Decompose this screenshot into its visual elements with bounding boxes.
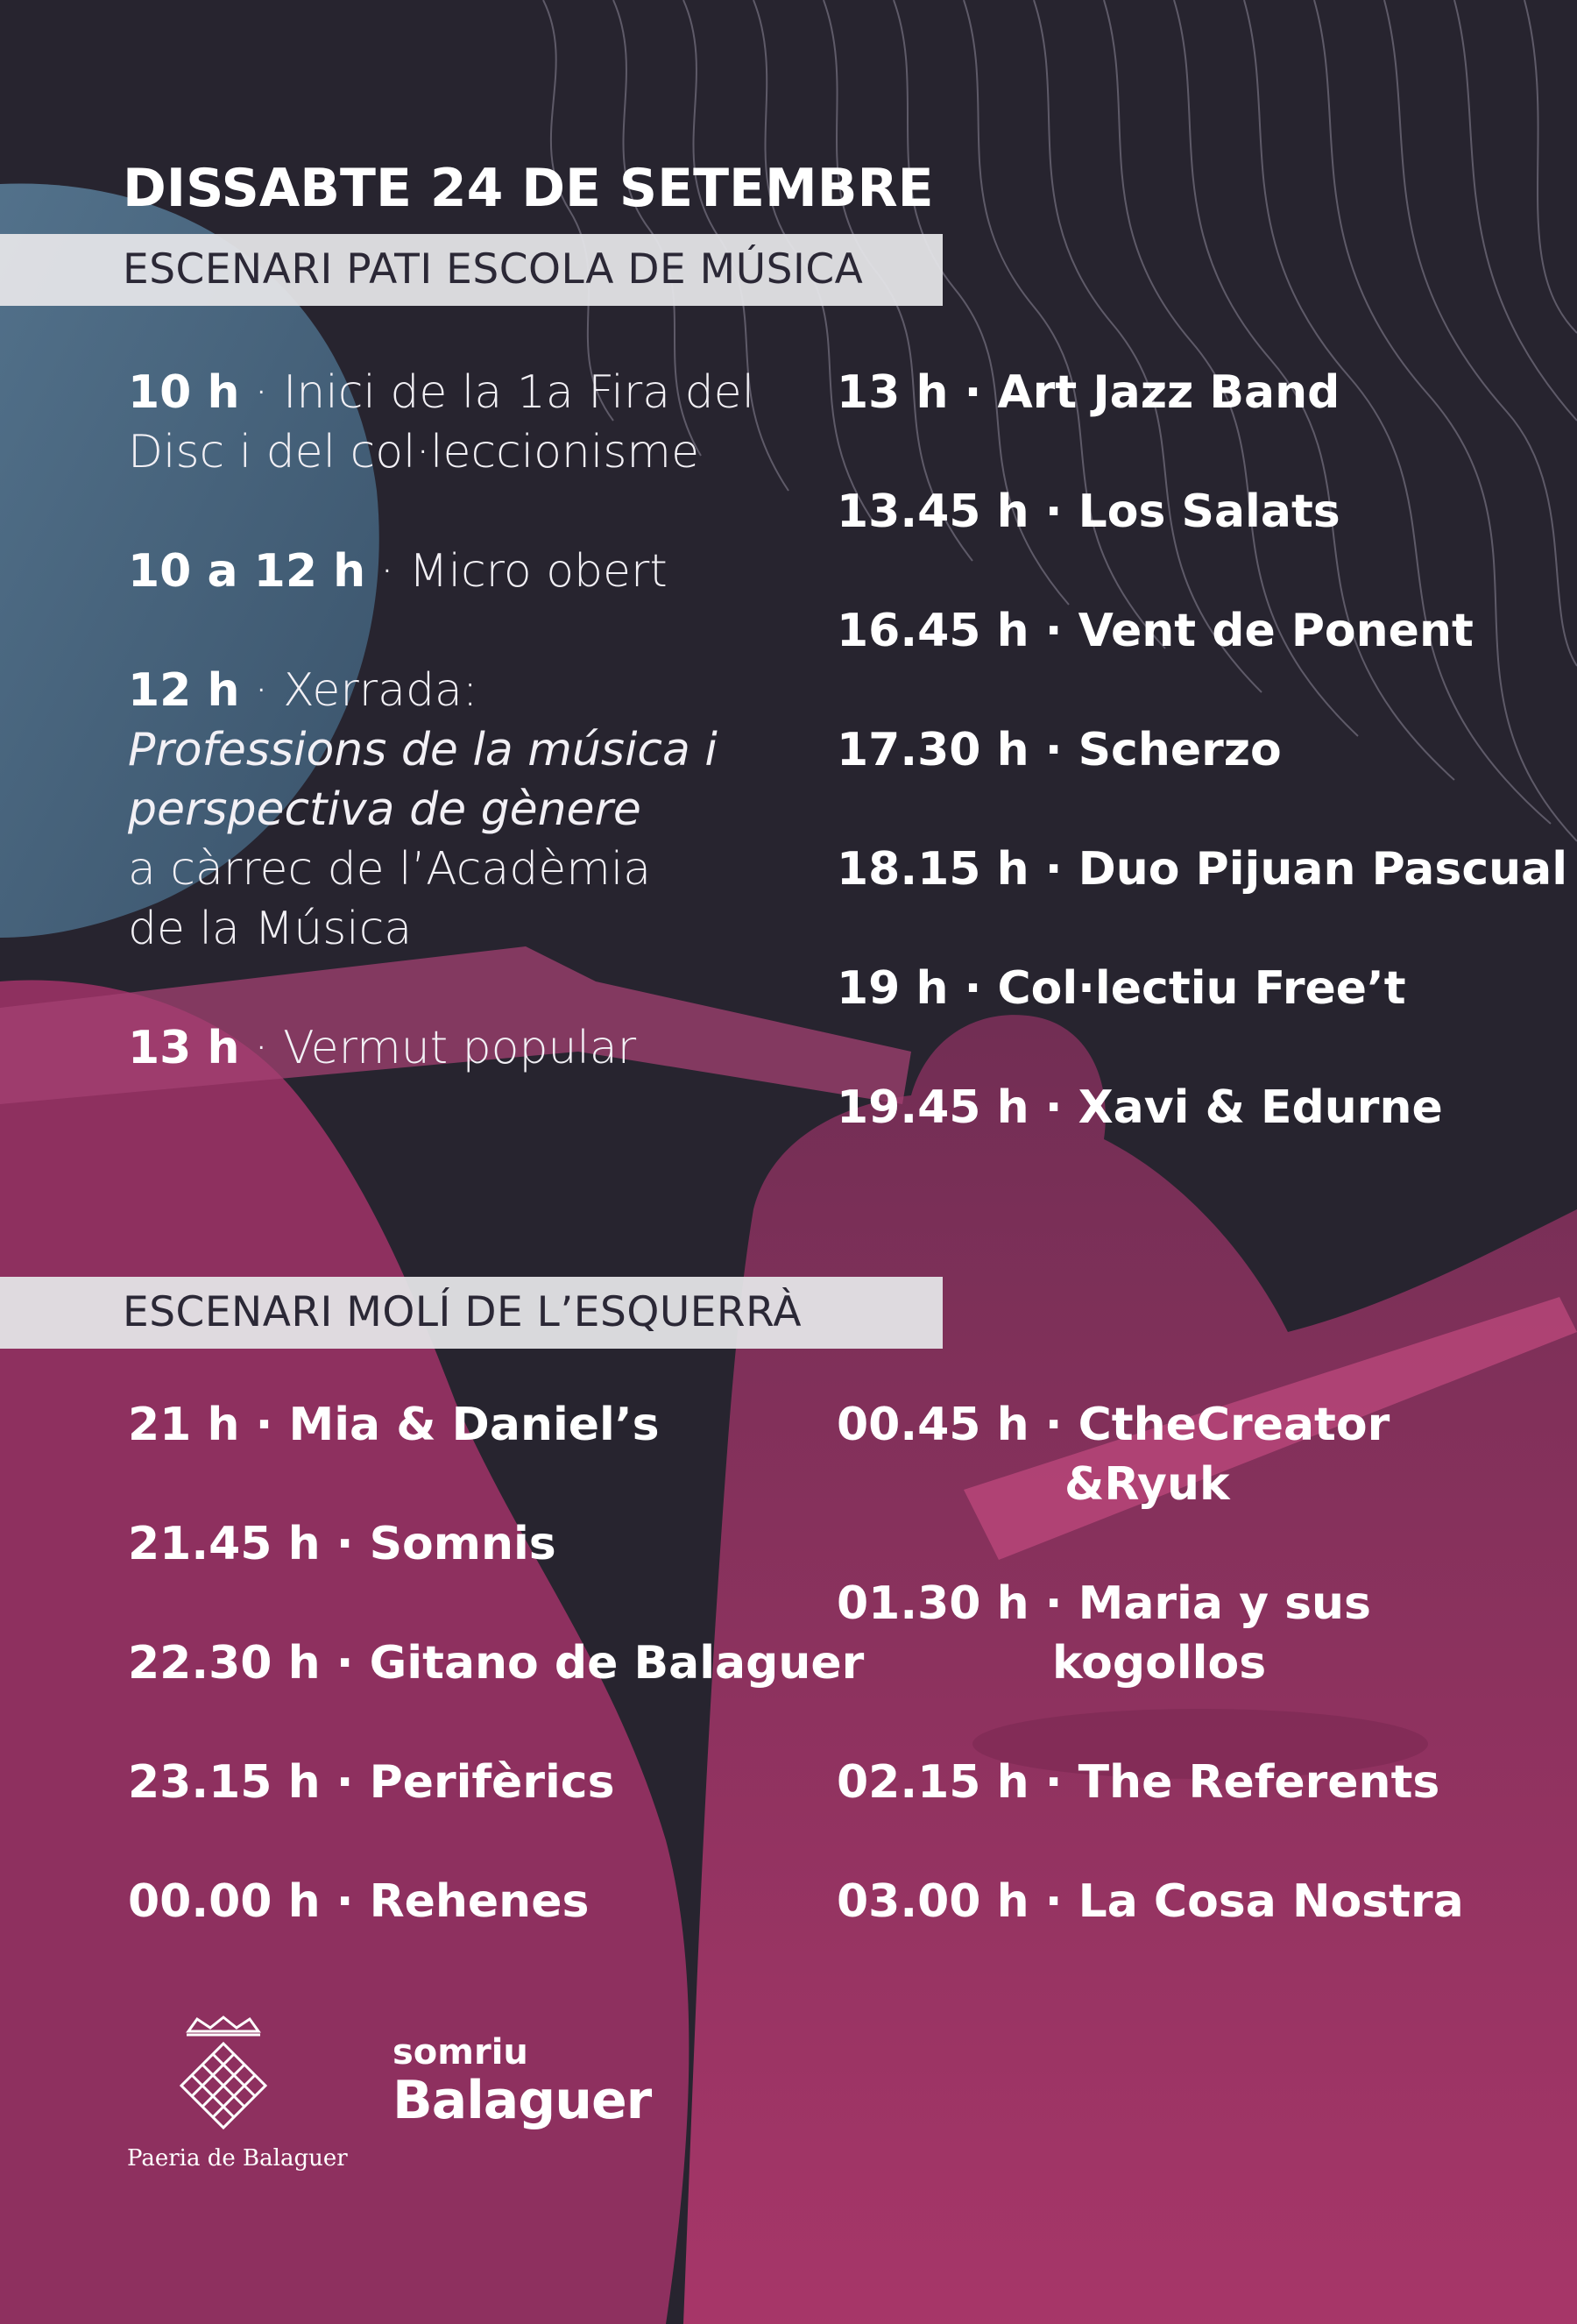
item-desc: Gitano de Balaguer	[369, 1637, 865, 1690]
item-time: 00.45 h	[837, 1399, 1029, 1451]
item-desc: Mia & Daniel’s	[288, 1399, 660, 1451]
schedule-item	[837, 840, 1567, 899]
item-desc-line2: &Ryuk	[1064, 1458, 1230, 1511]
item-desc: La Cosa Nostra	[1078, 1875, 1464, 1928]
item-separator: ·	[365, 545, 409, 598]
item-separator: ·	[1029, 1399, 1078, 1451]
item-time: 16.45 h	[837, 605, 1029, 657]
talk-host-line1: a càrrec de l’Acadèmia	[128, 843, 652, 896]
item-desc: Scherzo	[1078, 724, 1282, 776]
item-time: 02.15 h	[837, 1756, 1029, 1809]
schedule-item	[837, 482, 1340, 542]
item-separator: ·	[320, 1518, 370, 1570]
item-separator: ·	[948, 366, 998, 419]
item-separator: ·	[320, 1875, 370, 1928]
item-desc: CtheCreator	[1078, 1399, 1390, 1451]
item-separator: ·	[1029, 843, 1078, 896]
stage-band-pati-escola: ESCENARI PATI ESCOLA DE MÚSICA	[0, 234, 943, 306]
brand-somriu: somriu	[392, 2032, 528, 2072]
schedule-item	[837, 1872, 1464, 1931]
talk-title-line1: Professions de la música i	[128, 724, 718, 776]
item-desc: Somnis	[369, 1518, 556, 1570]
item-desc: Xerrada:	[283, 664, 478, 717]
schedule-item	[837, 959, 1406, 1018]
schedule-item	[128, 1395, 660, 1455]
item-separator: ·	[239, 366, 284, 419]
item-desc-line2: kogollos	[1052, 1637, 1267, 1690]
brand-balaguer: Balaguer	[392, 2070, 652, 2131]
item-time: 13 h	[128, 1022, 240, 1074]
item-separator: ·	[1029, 1756, 1078, 1809]
schedule-item	[128, 661, 718, 959]
item-time: 18.15 h	[837, 843, 1029, 896]
item-time: 22.30 h	[128, 1637, 321, 1690]
item-desc-line2: Disc i del col·leccionisme	[128, 426, 700, 478]
item-separator: ·	[1029, 1081, 1078, 1134]
item-separator: ·	[320, 1637, 370, 1690]
item-time: 19.45 h	[837, 1081, 1029, 1134]
schedule-item	[837, 601, 1474, 661]
item-desc: Art Jazz Band	[997, 366, 1340, 419]
item-desc: The Referents	[1078, 1756, 1440, 1809]
item-time: 03.00 h	[837, 1875, 1029, 1928]
item-desc: Col·lectiu Free’t	[997, 962, 1406, 1015]
stage-band-moli-esquerra: ESCENARI MOLÍ DE L’ESQUERRÀ	[0, 1277, 943, 1349]
item-time: 19 h	[837, 962, 949, 1015]
item-time: 01.30 h	[837, 1577, 1029, 1630]
item-separator: ·	[320, 1756, 370, 1809]
item-time: 10 h	[128, 366, 240, 419]
paeria-crest-logo	[162, 2014, 285, 2136]
item-desc: Xavi & Edurne	[1078, 1081, 1443, 1134]
item-time: 13.45 h	[837, 485, 1029, 538]
item-separator: ·	[239, 1022, 284, 1074]
item-desc: Inici de la 1a Fira del	[283, 366, 755, 419]
item-time: 21.45 h	[128, 1518, 321, 1570]
item-desc: Vermut popular	[283, 1022, 637, 1074]
item-time: 17.30 h	[837, 724, 1029, 776]
schedule-item	[837, 1078, 1443, 1137]
item-separator: ·	[239, 664, 284, 717]
schedule-item	[837, 1574, 1371, 1693]
talk-title-line2: perspectiva de gènere	[128, 783, 641, 836]
item-time: 21 h	[128, 1399, 240, 1451]
talk-host-line2: de la Música	[128, 903, 413, 955]
schedule-item	[837, 1753, 1439, 1812]
schedule-item	[128, 1872, 589, 1931]
item-time: 10 a 12 h	[128, 545, 366, 598]
paeria-caption: Paeria de Balaguer	[127, 2145, 348, 2172]
schedule-item	[128, 542, 668, 601]
item-separator: ·	[1029, 724, 1078, 776]
schedule-item	[128, 1633, 864, 1693]
item-desc: Perifèrics	[369, 1756, 615, 1809]
item-desc: Maria y sus	[1078, 1577, 1371, 1630]
schedule-item	[128, 1018, 636, 1078]
item-separator: ·	[1029, 1577, 1078, 1630]
item-time: 23.15 h	[128, 1756, 321, 1809]
item-separator: ·	[1029, 1875, 1078, 1928]
item-separator: ·	[239, 1399, 289, 1451]
item-time: 13 h	[837, 366, 949, 419]
item-separator: ·	[1029, 605, 1078, 657]
schedule-item	[837, 720, 1282, 780]
item-desc: Duo Pijuan Pascual	[1078, 843, 1568, 896]
item-separator: ·	[948, 962, 998, 1015]
item-desc: Los Salats	[1078, 485, 1340, 538]
item-desc: Vent de Ponent	[1078, 605, 1474, 657]
schedule-item	[837, 1395, 1390, 1514]
date-heading: DISSABTE 24 DE SETEMBRE	[123, 158, 934, 219]
item-desc: Micro obert	[408, 545, 668, 598]
schedule-item	[837, 363, 1340, 422]
schedule-item	[128, 1514, 556, 1574]
item-separator: ·	[1029, 485, 1078, 538]
item-time: 12 h	[128, 664, 240, 717]
item-time: 00.00 h	[128, 1875, 321, 1928]
schedule-item	[128, 1753, 615, 1812]
item-desc: Rehenes	[369, 1875, 590, 1928]
schedule-item	[128, 363, 754, 482]
